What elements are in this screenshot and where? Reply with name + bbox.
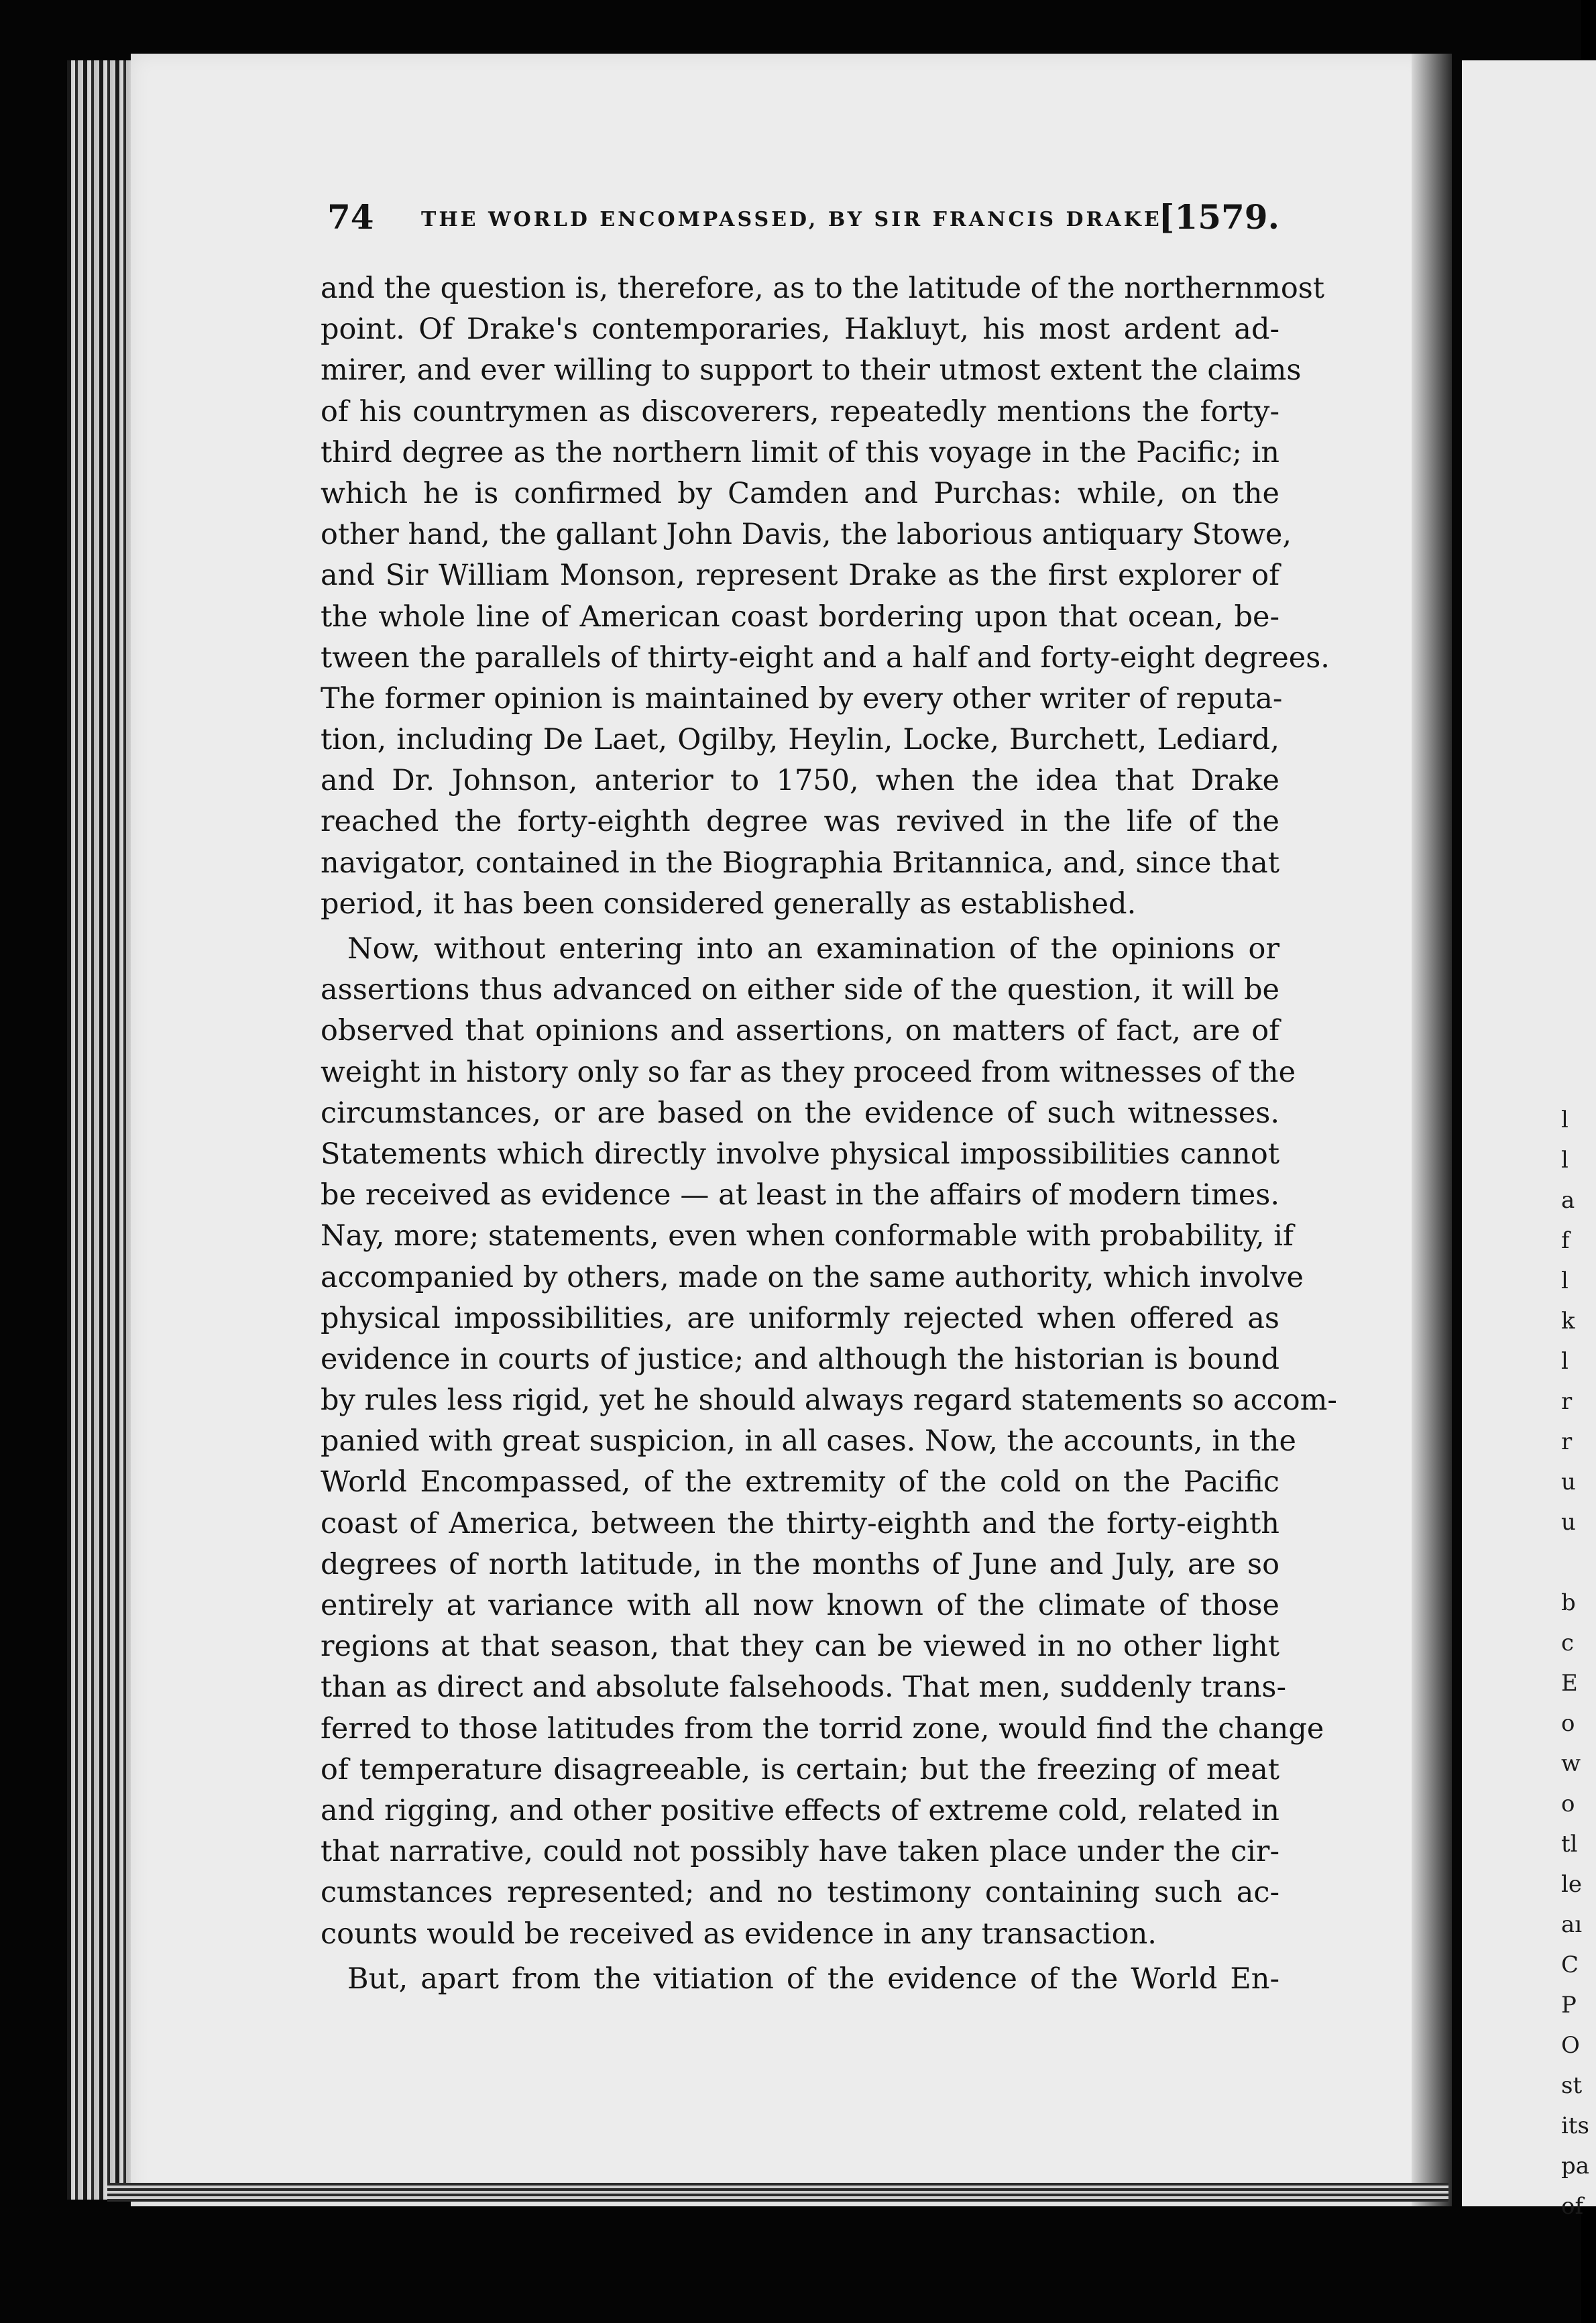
paragraph — [321, 268, 1330, 925]
text-line: observed that opinions and assertions, on matters of fact, are of — [321, 1014, 1279, 1048]
text-line: mirer, and ever willing to support to their utmost extent the claims — [321, 353, 1302, 388]
adjacent-page-fragment: of — [1561, 2193, 1584, 2220]
adjacent-page-text-fragments — [1561, 1100, 1588, 2226]
adjacent-page-fragment: r — [1561, 1428, 1573, 1455]
adjacent-page-fragment: C — [1561, 1951, 1579, 1978]
text-line: panied with great suspicion, in all cases. Now, the accounts, in the — [321, 1424, 1296, 1459]
text-line: The former opinion is maintained by every other writer of reputa- — [321, 681, 1283, 716]
text-line: accompanied by others, made on the same authority, which involve — [321, 1260, 1304, 1294]
adjacent-page-fragment: r — [1561, 1388, 1573, 1415]
text-line: circumstances, or are based on the evidence of such witnesses. — [321, 1096, 1279, 1130]
adjacent-page-fragment: l — [1561, 1267, 1569, 1294]
paragraph — [321, 1959, 1279, 2000]
adjacent-page-fragment: st — [1561, 2072, 1583, 2099]
page-header — [327, 197, 1279, 244]
text-line: and Sir William Monson, represent Drake as the first explorer of — [321, 559, 1279, 593]
adjacent-page-fragment: l — [1561, 1348, 1569, 1375]
text-line: and Dr. Johnson, anterior to 1750, when the idea that Drake — [321, 764, 1279, 798]
text-line: coast of America, between the thirty-eighth and the forty-eighth — [321, 1506, 1279, 1540]
text-line: by rules less rigid, yet he should always regard statements so accom- — [321, 1383, 1337, 1418]
text-line: ferred to those latitudes from the torrid zone, would find the change — [321, 1711, 1324, 1746]
text-line: evidence in courts of justice; and although the historian is bound — [321, 1342, 1279, 1376]
text-line: be received as evidence — at least in the affairs of modern times. — [321, 1178, 1279, 1212]
text-line: tion, including De Laet, Ogilby, Heylin, Locke, Burchett, Lediard, — [321, 723, 1279, 757]
text-line: period, it has been considered generally as established. — [321, 887, 1137, 921]
adjacent-page-fragment: f — [1561, 1227, 1570, 1254]
adjacent-page-fragment: O — [1561, 2032, 1580, 2059]
adjacent-page-fragment — [1561, 1542, 1588, 1583]
text-line: But, apart from the vitiation of the evidence of the World En- — [347, 1962, 1279, 1996]
adjacent-page-fragment: P — [1561, 1992, 1577, 2019]
adjacent-page-fragment: k — [1561, 1308, 1575, 1335]
text-line: Now, without entering into an examination of the opinions or — [347, 932, 1279, 966]
adjacent-page-fragment: l — [1561, 1147, 1569, 1174]
text-line: physical impossibilities, are uniformly rejected when offered as — [321, 1301, 1279, 1335]
text-line: which he is confirmed by Camden and Purchas: while, on the — [321, 476, 1279, 510]
adjacent-page-fragment: pa — [1561, 2153, 1590, 2179]
text-line: World Encompassed, of the extremity of the cold on the Pacific — [321, 1465, 1279, 1499]
adjacent-page-fragment: tl — [1561, 1831, 1578, 1858]
adjacent-page-fragment: u — [1561, 1469, 1576, 1495]
text-line: point. Of Drake's contemporaries, Hakluyt, his most ardent ad- — [321, 313, 1279, 347]
page-gutter-shadow — [1412, 54, 1452, 2206]
text-line: than as direct and absolute falsehoods. That men, suddenly trans- — [321, 1670, 1286, 1705]
page-bottom-edge — [107, 2183, 1448, 2202]
adjacent-page-fragment: a — [1561, 1187, 1575, 1214]
text-line: and rigging, and other positive effects of extreme cold, related in — [321, 1793, 1279, 1827]
text-line: regions at that season, that they can be viewed in no other light — [321, 1630, 1279, 1664]
text-line: of temperature disagreeable, is certain; but the freezing of meat — [321, 1752, 1279, 1787]
text-line: reached the forty-eighth degree was revived in the life of the — [321, 805, 1279, 839]
text-line: weight in history only so far as they proceed from witnesses of the — [321, 1055, 1296, 1089]
text-line: the whole line of American coast bordering upon that ocean, be- — [321, 600, 1279, 634]
adjacent-page-fragment: o — [1561, 1710, 1575, 1737]
text-line: navigator, contained in the Biographia Britannica, and, since that — [321, 846, 1279, 880]
adjacent-page-fragment: l — [1561, 1107, 1569, 1133]
adjacent-page-fragment: w — [1561, 1750, 1581, 1777]
text-line: that narrative, could not possibly have taken place under the cir- — [321, 1835, 1279, 1869]
adjacent-page-fragment: b — [1561, 1589, 1576, 1616]
body-text — [321, 268, 1337, 2000]
text-line: entirely at variance with all now known of the climate of those — [321, 1589, 1279, 1622]
adjacent-page-fragment: u — [1561, 1509, 1576, 1536]
text-line: assertions thus advanced on either side of the question, it will be — [321, 973, 1279, 1007]
text-line: of his countrymen as discoverers, repeatedly mentions the forty- — [321, 394, 1279, 429]
adjacent-page-fragment: o — [1561, 1791, 1575, 1817]
adjacent-page-fragment: aı — [1561, 1911, 1583, 1938]
text-line: tween the parallels of thirty-eight and a half and forty-eight degrees. — [321, 640, 1330, 675]
book-binding-edge — [67, 60, 141, 2200]
page-number: 74 — [327, 197, 374, 237]
adjacent-page-fragment: its — [1561, 2112, 1589, 2139]
text-line: third degree as the northern limit of this voyage in the Pacific; in — [321, 435, 1279, 469]
text-line: Nay, more; statements, even when conformable with probability, if — [321, 1219, 1294, 1253]
text-line: counts would be received as evidence in any transaction. — [321, 1917, 1157, 1951]
text-line: cumstances represented; and no testimony containing such ac- — [321, 1876, 1279, 1910]
header-year: [1579. — [1158, 197, 1279, 237]
text-line: degrees of north latitude, in the months of June and July, are so — [321, 1547, 1279, 1581]
paragraph — [321, 929, 1337, 1955]
adjacent-page-fragment: le — [1561, 1871, 1582, 1898]
adjacent-page-fragment: c — [1561, 1630, 1575, 1656]
running-head: THE WORLD ENCOMPASSED, BY SIR FRANCIS DRAKE. — [421, 208, 1172, 231]
adjacent-page-fragment: E — [1561, 1670, 1578, 1697]
text-line: other hand, the gallant John Davis, the laborious antiquary Stowe, — [321, 518, 1292, 552]
text-line: and the question is, therefore, as to the latitude of the northernmost — [321, 272, 1325, 305]
text-line: Statements which directly involve physical impossibilities cannot — [321, 1137, 1279, 1171]
